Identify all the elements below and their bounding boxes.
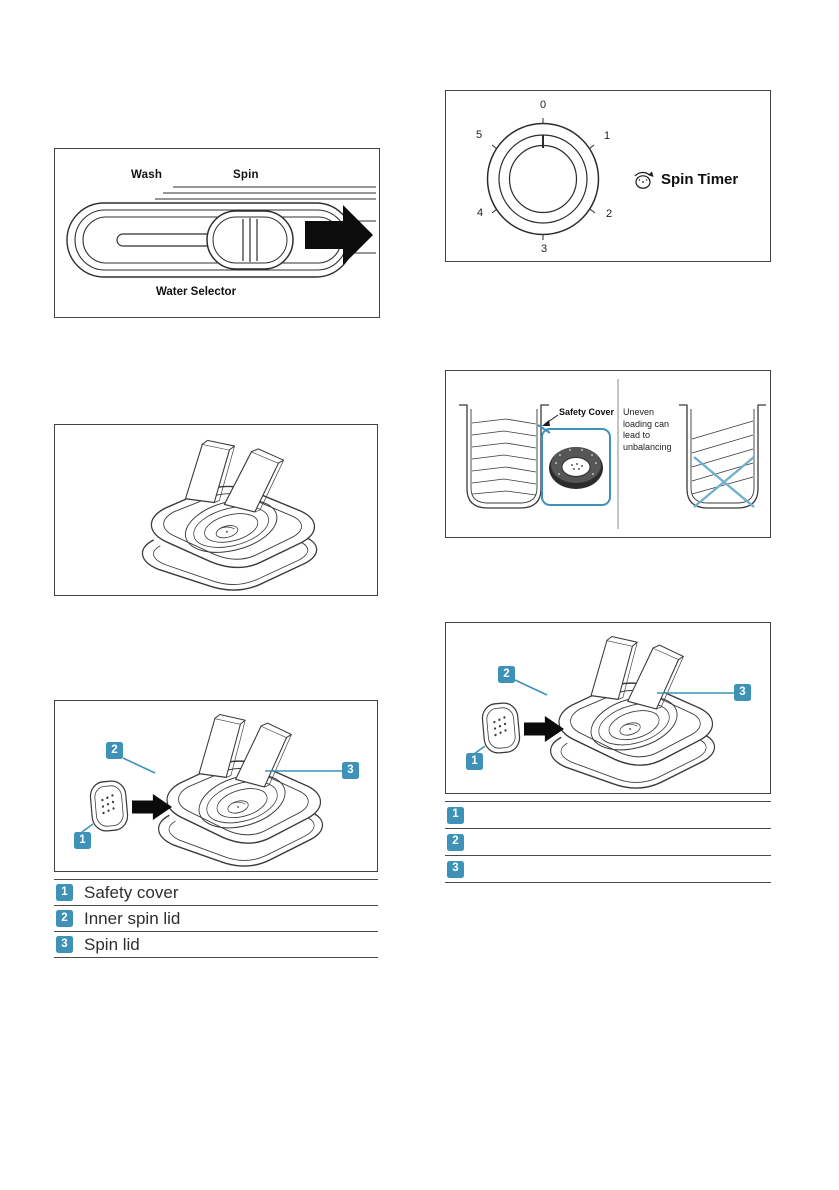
callout-badge-2: 2	[106, 742, 123, 759]
uneven-loading-warning: Uneven loading can lead to unbalancing	[623, 407, 672, 453]
legend-badge: 1	[447, 807, 464, 824]
parts-legend-right	[445, 801, 771, 883]
direction-arrow-icon	[305, 205, 373, 265]
callout-badge-3: 3	[342, 762, 359, 779]
insert-arrow-icon	[132, 794, 172, 820]
rotate-dial-icon	[635, 172, 654, 189]
callout-badge-3: 3	[734, 684, 751, 701]
legend-badge: 3	[56, 936, 73, 953]
callout-badge-1: 1	[466, 753, 483, 770]
dial-number-5: 5	[475, 129, 483, 141]
legend-label: Inner spin lid	[84, 908, 181, 928]
legend-row	[445, 829, 771, 856]
cross-out-icon	[694, 457, 754, 507]
cover-ring-detail	[549, 447, 603, 489]
legend-row	[445, 802, 771, 829]
safety-cover-illustration	[446, 371, 769, 536]
legend-badge: 2	[56, 910, 73, 927]
spin-timer-panel	[445, 90, 771, 262]
spin-label: Spin	[233, 169, 259, 181]
legend-row	[54, 906, 378, 932]
dial-number-1: 1	[603, 130, 611, 142]
parts-callout-illustration	[446, 623, 769, 792]
dial-number-3: 3	[540, 243, 548, 255]
parts-legend-left	[54, 879, 378, 958]
label-leader-arrow	[542, 415, 558, 426]
washing-machine-illustration	[55, 425, 376, 594]
parts-callout-illustration	[55, 701, 376, 870]
dial-number-4: 4	[476, 207, 484, 219]
machine-open-lid-panel	[54, 424, 378, 596]
dial-number-0: 0	[539, 99, 547, 111]
callout-badge-2: 2	[498, 666, 515, 683]
legend-label: Spin lid	[84, 934, 140, 954]
safety-cover-info-panel	[445, 370, 771, 538]
water-selector-panel	[54, 148, 380, 318]
callout-badge-1: 1	[74, 832, 91, 849]
parts-callout-panel-right	[445, 622, 771, 794]
legend-row	[445, 856, 771, 883]
spin-timer-label: Spin Timer	[661, 171, 739, 188]
safety-cover-part	[89, 780, 129, 832]
insert-arrow-icon	[524, 716, 564, 742]
legend-row	[54, 932, 378, 958]
legend-row	[54, 880, 378, 906]
safety-cover-part	[481, 702, 521, 754]
legend-badge: 2	[447, 834, 464, 851]
wash-label: Wash	[131, 169, 163, 181]
water-selector-caption: Water Selector	[155, 286, 237, 298]
legend-badge: 3	[447, 861, 464, 878]
legend-badge: 1	[56, 884, 73, 901]
safety-cover-label: Safety Cover	[559, 407, 615, 417]
dial-number-2: 2	[605, 208, 613, 220]
legend-label: Safety cover	[84, 882, 179, 902]
parts-callout-panel-left	[54, 700, 378, 872]
